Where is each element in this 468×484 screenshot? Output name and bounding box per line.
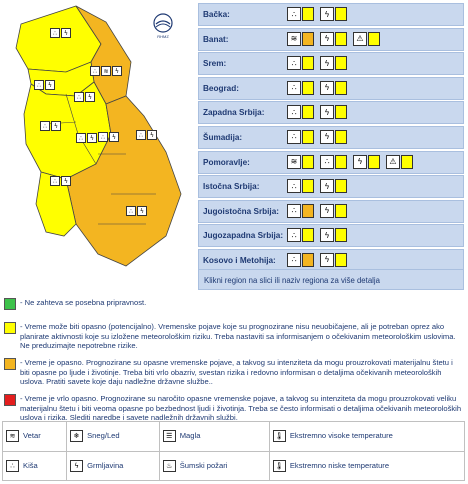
yellow-level-swatch [4,322,16,334]
region-name[interactable]: Pomoravlje: [203,157,250,167]
map-icons-sumadija [76,133,97,143]
region-warnings [287,155,418,169]
legend-orange [2,358,462,387]
key-cell [67,422,160,452]
rain-storm-icon: ∴ [90,66,100,76]
region-name[interactable]: Beograd: [203,83,239,93]
key-label: Kiša [23,460,38,470]
lightning-icon: ϟ [87,133,97,143]
rain-storm-icon: ∴ [287,253,301,267]
lightning-icon: ϟ [320,56,334,70]
rain-storm-icon: ∴ [287,56,301,70]
region-row[interactable] [198,175,464,198]
wind-icon: ≋ [287,155,301,169]
warning-level-box [335,155,347,169]
wind-icon: ≋ [287,32,301,46]
rain-storm-icon: ∴ [287,204,301,218]
region-list [198,3,464,274]
warning-level-box [335,253,347,267]
lightning-icon: ϟ [320,81,334,95]
lightning-icon: ϟ [85,92,95,102]
region-row[interactable] [198,101,464,124]
region-warnings [287,228,352,242]
region-name[interactable]: Istočna Srbija: [203,182,260,192]
rain-storm-icon: ∴ [287,179,301,193]
region-row[interactable] [198,28,464,51]
lightning-icon: ϟ [70,460,83,472]
region-name[interactable]: Srem: [203,59,227,69]
rain-storm-icon: ∴ [320,155,334,169]
key-row [3,422,465,452]
rain-storm-icon: ∴ [50,176,60,186]
region-name[interactable]: Kosovo i Metohija: [203,255,276,265]
warning-level-box [302,81,314,95]
warning-level-box [302,155,314,169]
lightning-icon: ϟ [61,176,71,186]
rhmz-logo [150,12,176,40]
key-row [3,451,465,481]
lightning-icon: ϟ [147,130,157,140]
lightning-icon: ϟ [45,80,55,90]
rain-storm-icon: ∴ [287,130,301,144]
region-warnings [287,253,352,267]
region-hint: Klikni region na slici ili naziv regiona za više detalja [198,269,464,290]
rain-storm-icon: ∴ [40,121,50,131]
legend-yellow [2,322,462,351]
region-row[interactable] [198,3,464,26]
key-cell [67,451,160,481]
key-label: Grmljavina [87,460,124,470]
serbia-warning-map[interactable] [6,4,192,274]
legend-red [2,394,462,423]
warning-level-box [302,253,314,267]
key-label: Vetar [23,431,41,441]
key-label: Ekstremno visoke temperature [289,431,393,441]
warning-level-box [335,56,347,70]
legend-red-text: - Vreme je vrlo opasno. Prognozirane su naročito opasne vremenske pojave, a takvog su intenziteta da mogu prouzrokovati veliku materijalnu štetu i biti veoma opasne po bezbednost ljudi i životinja. Treba se često informisati o detaljima očekivanih meteoroloških uslova i rizika. Slediti naredbe i savete nadležnih državnih službi. [20,394,462,422]
icon-key-table [2,421,465,481]
region-warnings [287,56,352,70]
key-cell [159,451,269,481]
legend-yellow-text: - Vreme može biti opasno (potencijalno). Vremenske pojave koje su prognozirane nisu neuobičajene, ali je potreban oprez ako planirate aktivnosti koje su izložene meteorološkim riziku. Treba nastaviti sa informisanjem o očekivanim meteorološkim uslovima. Ne preduzimajte nepotrebne rizike. [20,322,456,350]
warning-level-box [401,155,413,169]
ice-warning-icon: ⚠ [386,155,400,169]
ice-warning-icon: ⚠ [353,32,367,46]
region-row[interactable] [198,200,464,223]
rain-storm-icon: ∴ [287,81,301,95]
rain-storm-icon: ∴ [126,206,136,216]
low-temp-icon: 🌡 [273,460,286,472]
warning-level-box [368,32,380,46]
warning-level-box [302,228,314,242]
warning-level-box [302,32,314,46]
lightning-icon: ϟ [320,179,334,193]
map-icons-jugozapadna [50,176,71,186]
warning-level-box [302,179,314,193]
warning-level-box [335,7,347,21]
map-icons-backa [50,28,71,38]
warning-level-box [335,204,347,218]
forest-fire-icon: ♨ [163,460,176,472]
key-cell [159,422,269,452]
key-cell [269,451,464,481]
rain-storm-icon: ∴ [287,7,301,21]
region-warnings [287,204,352,218]
warning-level-box [302,56,314,70]
region-name[interactable]: Zapadna Srbija: [203,108,265,118]
rain-storm-icon: ∴ [287,105,301,119]
red-level-swatch [4,394,16,406]
legend-orange-text: - Vreme je opasno. Prognozirane su opasne vremenske pojave, a takvog su intenziteta da mogu prouzrokovati materijalnu štetu i biti opasne po ljude i životinje. Treba biti vrlo obazriv, svestan rizika i redovno informisan o detaljima očekivanih meteoroloških uslova. Pratiti savete koje daju nadležne državne službe.. [20,358,453,386]
region-row[interactable] [198,126,464,149]
region-warnings [287,105,352,119]
rain-storm-icon: ∴ [287,228,301,242]
fog-icon: ☰ [163,430,176,442]
lightning-icon: ϟ [353,155,367,169]
region-warnings [287,179,352,193]
region-name[interactable]: Šumadija: [203,132,243,142]
region-warnings [287,7,352,21]
warning-level-box [335,32,347,46]
wind-icon: ≋ [6,430,19,442]
snow-icon: ❄ [70,430,83,442]
lightning-icon: ϟ [320,105,334,119]
lightning-icon: ϟ [320,253,334,267]
region-row[interactable] [198,151,464,174]
rain-storm-icon: ∴ [34,80,44,90]
rain-storm-icon: ∴ [74,92,84,102]
lightning-icon: ϟ [51,121,61,131]
key-label: Sneg/Led [87,431,120,441]
key-cell [3,451,67,481]
key-cell [3,422,67,452]
region-name[interactable]: Jugozapadna Srbija: [203,231,284,241]
warning-level-box [368,155,380,169]
orange-level-swatch [4,358,16,370]
region-row[interactable] [198,224,464,247]
legend-green-text: - Ne zahteva se posebna pripravnost. [20,298,147,307]
warning-level-box [302,7,314,21]
warning-level-box [335,130,347,144]
key-cell [269,422,464,452]
region-row[interactable] [198,77,464,100]
lightning-icon: ϟ [320,130,334,144]
warning-level-box [302,130,314,144]
warning-level-box [335,105,347,119]
key-label: Magla [179,431,201,441]
legend-green [2,298,462,308]
high-temp-icon: 🌡 [273,430,286,442]
lightning-icon: ϟ [112,66,122,76]
region-warnings [287,130,352,144]
map-icons-zapadna [40,121,61,131]
warning-level-box [302,204,314,218]
lightning-icon: ϟ [320,7,334,21]
map-icons-jugoistocna [126,206,147,216]
map-icons-pomoravlje [98,132,119,142]
rain-storm-icon: ∴ [136,130,146,140]
rain-storm-icon: ∴ [98,132,108,142]
green-level-swatch [4,298,16,310]
warning-level-box [335,81,347,95]
region-name[interactable]: Jugoistočna Srbija: [203,206,279,216]
key-label: Šumski požari [179,460,228,470]
lightning-icon: ϟ [320,32,334,46]
map-icons-srem [34,80,55,90]
map-icons-istocna [136,130,157,140]
region-warnings [287,32,385,46]
warning-level-box [335,228,347,242]
warning-level-box [335,179,347,193]
logo-label: RHMZ [157,34,169,39]
key-label: Ekstremno niske temperature [289,460,390,470]
rain-storm-icon: ∴ [76,133,86,143]
wind-icon: ≋ [101,66,111,76]
lightning-icon: ϟ [61,28,71,38]
lightning-icon: ϟ [320,228,334,242]
lightning-icon: ϟ [109,132,119,142]
region-row[interactable] [198,52,464,75]
map-icons-beograd [74,92,95,102]
rain-storm-icon: ∴ [50,28,60,38]
warning-level-box [302,105,314,119]
region-warnings [287,81,352,95]
rain-icon: ∴ [6,460,19,472]
lightning-icon: ϟ [320,204,334,218]
lightning-icon: ϟ [137,206,147,216]
region-name[interactable]: Banat: [203,34,229,44]
region-name[interactable]: Bačka: [203,10,230,19]
map-icons-banat [90,66,122,76]
